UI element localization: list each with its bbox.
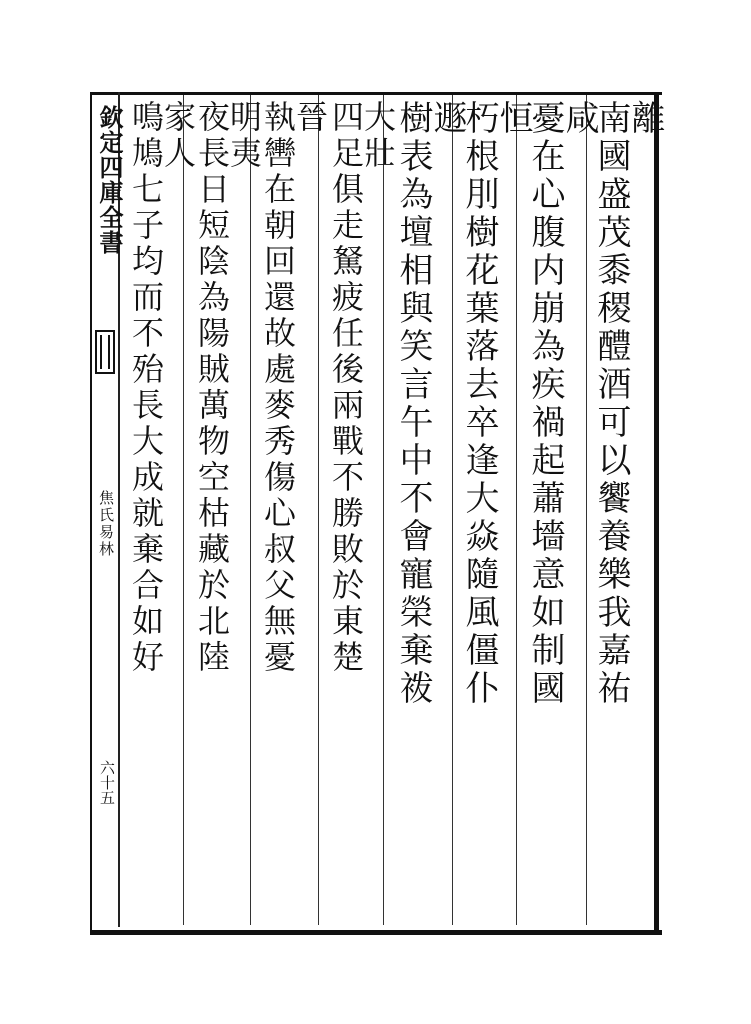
hexagram-name: 咸 bbox=[559, 100, 599, 138]
verse-text: 四足俱走駑疲任後兩戰不勝敗於東楚 bbox=[327, 100, 365, 676]
text-column bbox=[393, 100, 467, 708]
verse-text: 憂在心腹内崩為疾禍起蕭墻意如制國 bbox=[525, 100, 565, 708]
fish-tail-mark bbox=[95, 330, 115, 374]
verse-text: 朽根刖樹花葉落去卒逢大焱隨風僵仆 bbox=[459, 100, 499, 708]
hexagram-name: 恒 bbox=[493, 100, 533, 138]
frame-bottom-border bbox=[90, 930, 662, 935]
hexagram-name: 遯 bbox=[427, 100, 467, 138]
verse-text: 執轡在朝回還故處麥秀傷心叔父無憂 bbox=[259, 100, 297, 676]
text-column bbox=[327, 100, 397, 676]
verse-text: 樹表為壇相與笑言午中不會寵榮棄袯 bbox=[393, 100, 433, 708]
verse-text: 南國盛茂黍稷醴酒可以饗養樂我嘉祐 bbox=[591, 100, 631, 708]
hexagram-name: 大壯 bbox=[359, 100, 397, 172]
text-column bbox=[193, 100, 263, 676]
verse-text: 鳴鳩七子均而不殆長大成就棄合如好 bbox=[127, 100, 165, 676]
text-column bbox=[127, 100, 197, 676]
book-title: 焦氏易林 bbox=[97, 490, 115, 558]
text-column bbox=[259, 100, 329, 676]
hexagram-name: 晉 bbox=[291, 100, 329, 136]
text-column bbox=[459, 100, 533, 708]
verse-text: 夜長日短陰為陽賊萬物空枯藏於北陸 bbox=[193, 100, 231, 676]
page-number: 六十五 bbox=[98, 760, 116, 805]
text-column bbox=[525, 100, 599, 708]
series-title: 欽定四庫全書 bbox=[95, 105, 124, 255]
hexagram-name: 離 bbox=[625, 100, 665, 138]
hexagram-name: 家人 bbox=[159, 100, 197, 172]
frame-top-border bbox=[90, 92, 662, 95]
text-column bbox=[591, 100, 665, 708]
hexagram-name: 明夷 bbox=[225, 100, 263, 172]
